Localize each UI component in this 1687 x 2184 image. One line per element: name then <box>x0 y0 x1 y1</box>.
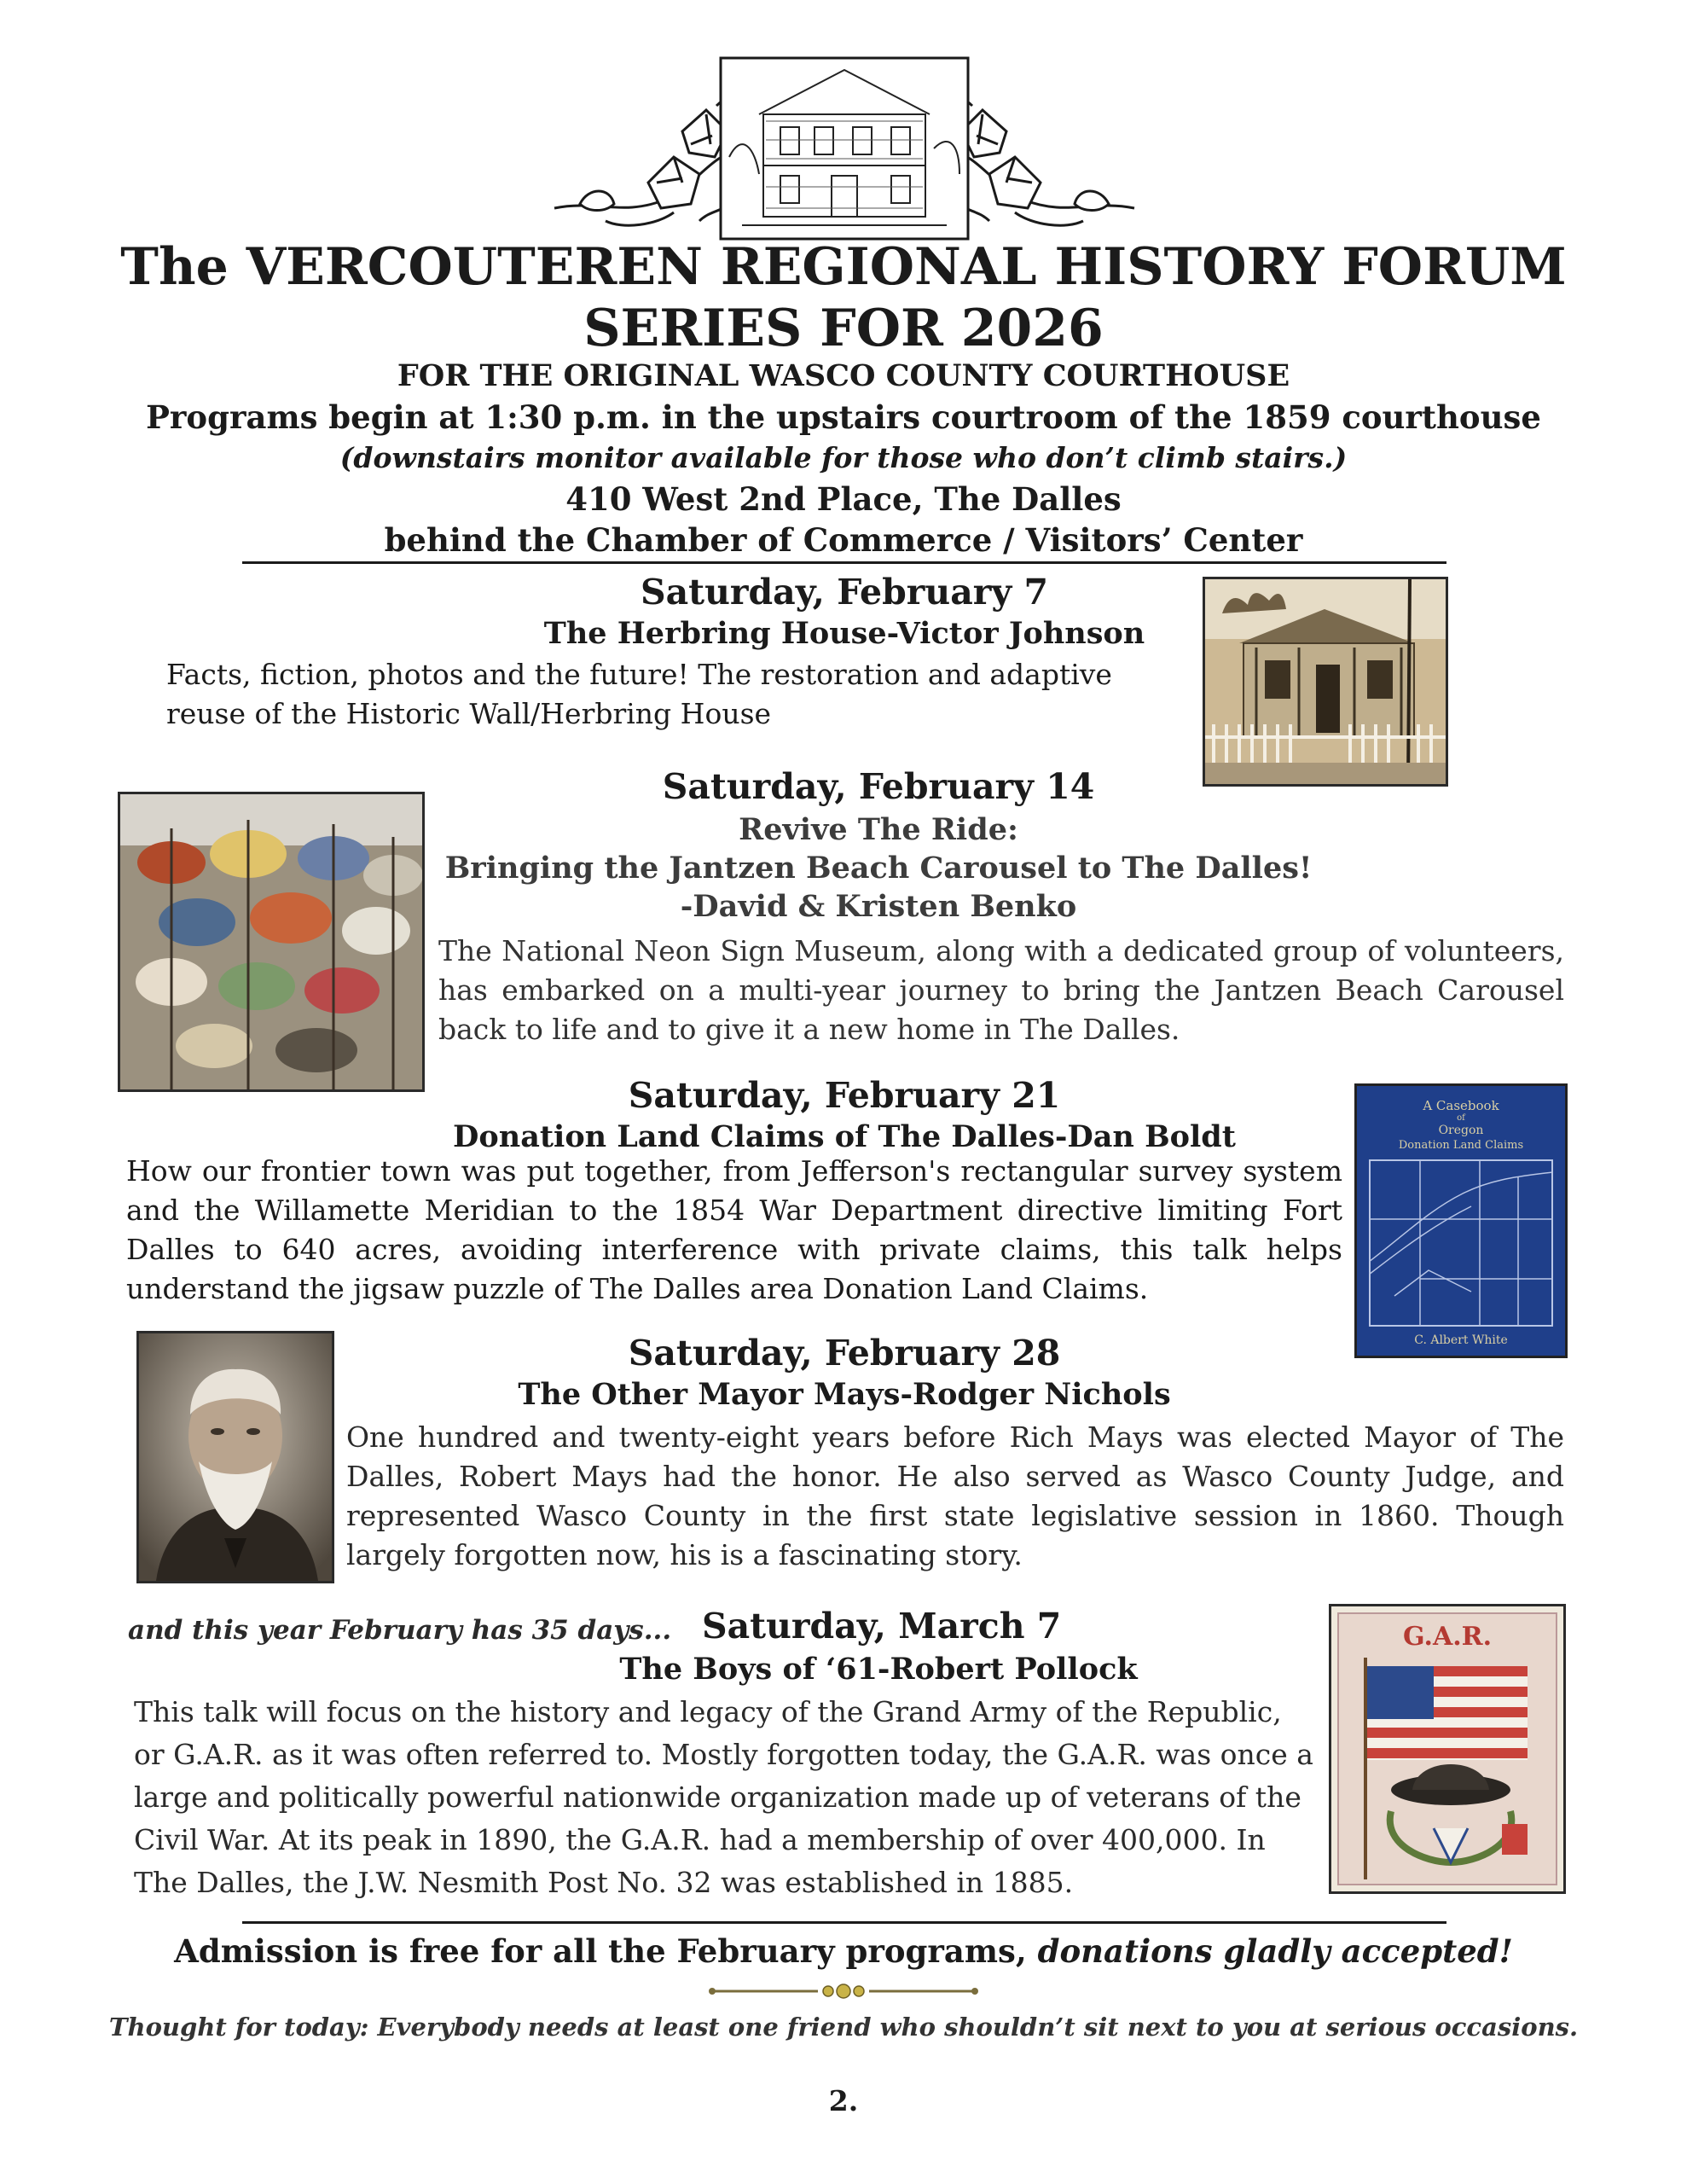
gar-poster-text: G.A.R. <box>1402 1622 1493 1652</box>
location-note: behind the Chamber of Commerce / Visitors’ Center <box>384 521 1303 559</box>
event4-title: The Other Mayor Mays-Rodger Nichols <box>518 1377 1171 1412</box>
event1-date: Saturday, February 7 <box>640 572 1049 613</box>
event2-title-line2: Bringing the Jantzen Beach Carousel to The Dalles! <box>444 851 1313 886</box>
event3-title: Donation Land Claims of The Dalles-Dan Boldt <box>453 1119 1236 1154</box>
event4-description: One hundred and twenty-eight years before Rich Mays was elected Mayor of The Dalles, Robert Mays had the honor. He also served as Wasco County Judge, and represented Wasco County in the first state legislative session in 1860. Though largely forgotten now, his is a fascinating story. <box>346 1420 1564 1571</box>
left-vine-ornament <box>554 96 745 225</box>
event2-description: The National Neon Sign Museum, along with a dedicated group of volunteers, has embarked on a multi-year journey to bring the Jantzen Beach Carousel back to life and to give it a new home in The Dalles. <box>438 934 1564 1046</box>
event3-description: How our frontier town was put together, from Jefferson's rectangular survey system and the Willamette Meridian to the 1854 War Department directive limiting Fort Dalles to 640 acres, avoiding interference with private claims, this talk helps understand the jigsaw puzzle of The Dalles area Donation Land Claims. <box>126 1154 1342 1305</box>
programs-time: Programs begin at 1:30 p.m. in the upstairs courtroom of the 1859 courthouse <box>146 398 1541 436</box>
gar-poster-image <box>1329 1604 1566 1894</box>
page-number: 2. <box>828 2084 859 2117</box>
event2-title-line1: Revive The Ride: <box>739 812 1018 847</box>
subtitle: FOR THE ORIGINAL WASCO COUNTY COURTHOUSE <box>397 358 1290 393</box>
event5-lead-in: and this year February has 35 days... <box>128 1615 672 1646</box>
event2-date: Saturday, February 14 <box>662 766 1095 807</box>
admission-text: Admission is free for all the February programs, <box>174 1932 1027 1970</box>
event5-title: The Boys of ‘61-Robert Pollock <box>619 1652 1138 1687</box>
thought-for-today: Thought for today: Everybody needs at least one friend who shouldn’t sit next to you at serious occasions. <box>108 2013 1579 2042</box>
event5-description: This talk will focus on the history and legacy of the Grand Army of the Republic, or G.A.R. as it was often referred to. Mostly forgotten today, the G.A.R. was once a large and politically powerful nationwide organization made up of veterans of the Civil War. At its peak in 1890, the G.A.R. had a membership of over 400,000. In The Dalles, the J.W. Nesmith Post No. 32 was established in 1885. <box>134 1695 1313 1899</box>
address: 410 West 2nd Place, The Dalles <box>565 480 1122 518</box>
event3-date: Saturday, February 21 <box>628 1075 1061 1116</box>
header-divider <box>242 561 1446 564</box>
donation-land-claims-book-cover <box>1354 1083 1568 1358</box>
admission-line <box>0 1930 1687 1972</box>
book-author: C. Albert White <box>1414 1333 1508 1347</box>
page-title-line2: SERIES FOR 2026 <box>583 299 1104 358</box>
book-line2: of <box>1457 1113 1465 1123</box>
event2-presenter: -David & Kristen Benko <box>680 889 1077 924</box>
land-claims-map <box>1369 1159 1553 1327</box>
right-vine-ornament <box>944 96 1134 225</box>
carousel-horses-photo <box>118 792 425 1092</box>
event5-date: Saturday, March 7 <box>702 1606 1062 1647</box>
donations-text: donations gladly accepted! <box>1037 1932 1513 1970</box>
book-line3: Oregon <box>1438 1124 1484 1137</box>
book-line4: Donation Land Claims <box>1398 1139 1524 1152</box>
courthouse-illustration <box>546 55 1143 242</box>
book-line1: A Casebook <box>1423 1098 1499 1113</box>
event4-date: Saturday, February 28 <box>628 1333 1061 1374</box>
herbring-house-photo <box>1203 577 1448 787</box>
event1-description: Facts, fiction, photos and the future! The restoration and adaptive reuse of the Historic Wall/Herbring House <box>166 658 1112 730</box>
divider-ornament <box>707 1981 980 2001</box>
monitor-note: (downstairs monitor available for those who don’t climb stairs.) <box>339 441 1348 474</box>
footer-divider <box>242 1921 1446 1924</box>
event1-title: The Herbring House-Victor Johnson <box>543 616 1145 651</box>
page-title-line1: The VERCOUTEREN REGIONAL HISTORY FORUM <box>120 237 1567 297</box>
robert-mays-portrait <box>136 1331 334 1583</box>
